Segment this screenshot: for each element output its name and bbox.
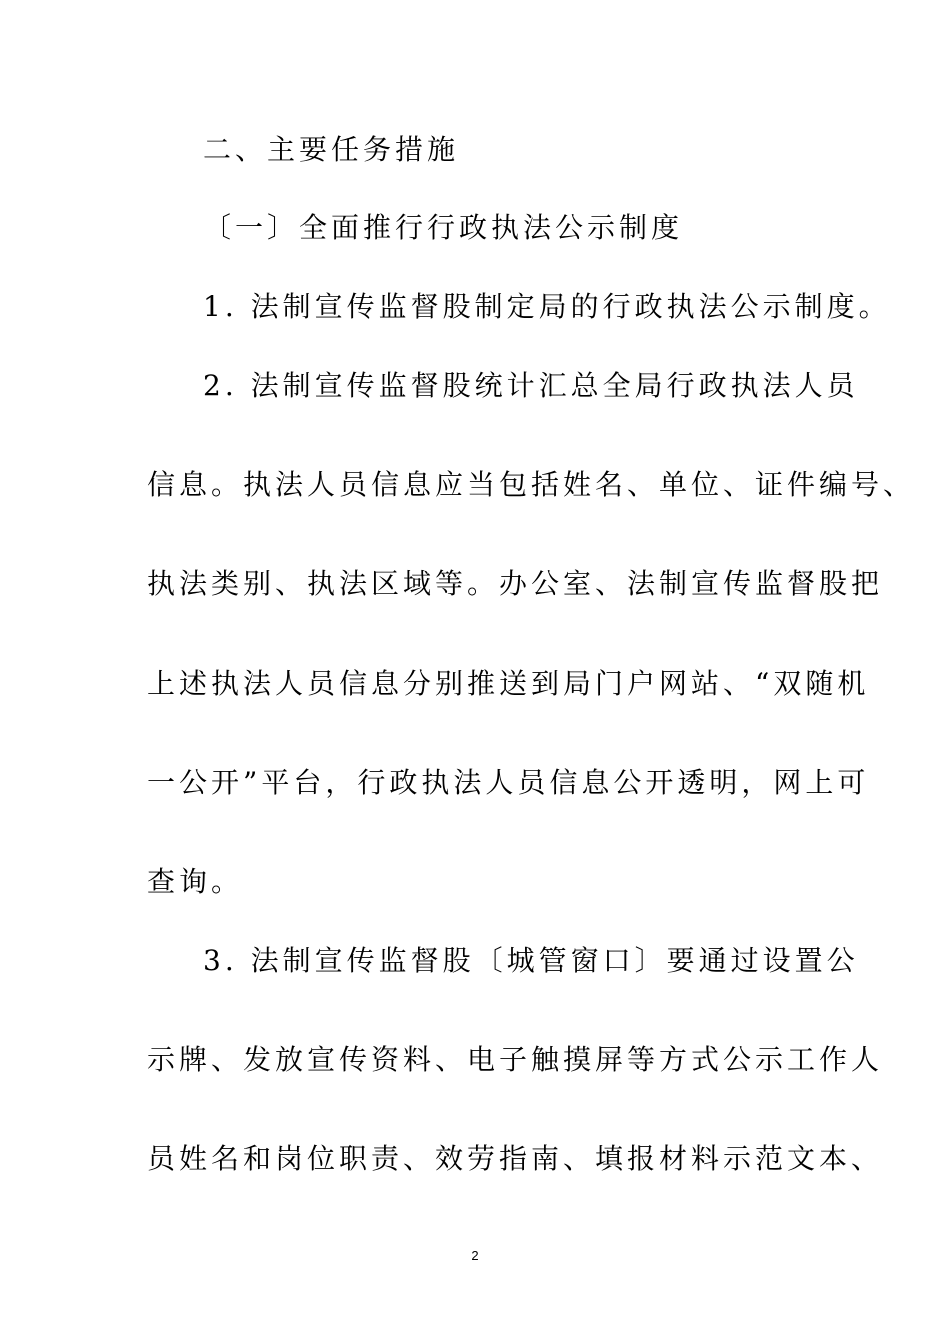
paragraph-line: 一公开”平台，行政执法人员信息公开透明，网上可	[147, 766, 870, 799]
subsection-heading: 〔一〕全面推行行政执法公示制度	[203, 211, 684, 244]
section-heading: 二、主要任务措施	[203, 133, 460, 166]
paragraph-line: 示牌、发放宣传资料、电子触摸屏等方式公示工作人	[147, 1043, 884, 1076]
paragraph-line: 员姓名和岗位职责、效劳指南、填报材料示范文本、	[147, 1142, 884, 1175]
paragraph-line: 1. 法制宣传监督股制定局的行政执法公示制度。	[203, 290, 891, 323]
page-number: 2	[471, 1248, 479, 1263]
paragraph-line: 2. 法制宣传监督股统计汇总全局行政执法人员	[203, 369, 859, 402]
paragraph-line: 3. 法制宣传监督股〔城管窗口〕要通过设置公	[203, 944, 859, 977]
paragraph-line: 上述执法人员信息分别推送到局门户网站、“双随机	[147, 667, 870, 700]
paragraph-line: 查询。	[147, 865, 244, 898]
paragraph-line: 执法类别、执法区域等。办公室、法制宣传监督股把	[147, 567, 884, 600]
paragraph-line: 信息。执法人员信息应当包括姓名、单位、证件编号、	[147, 468, 916, 501]
